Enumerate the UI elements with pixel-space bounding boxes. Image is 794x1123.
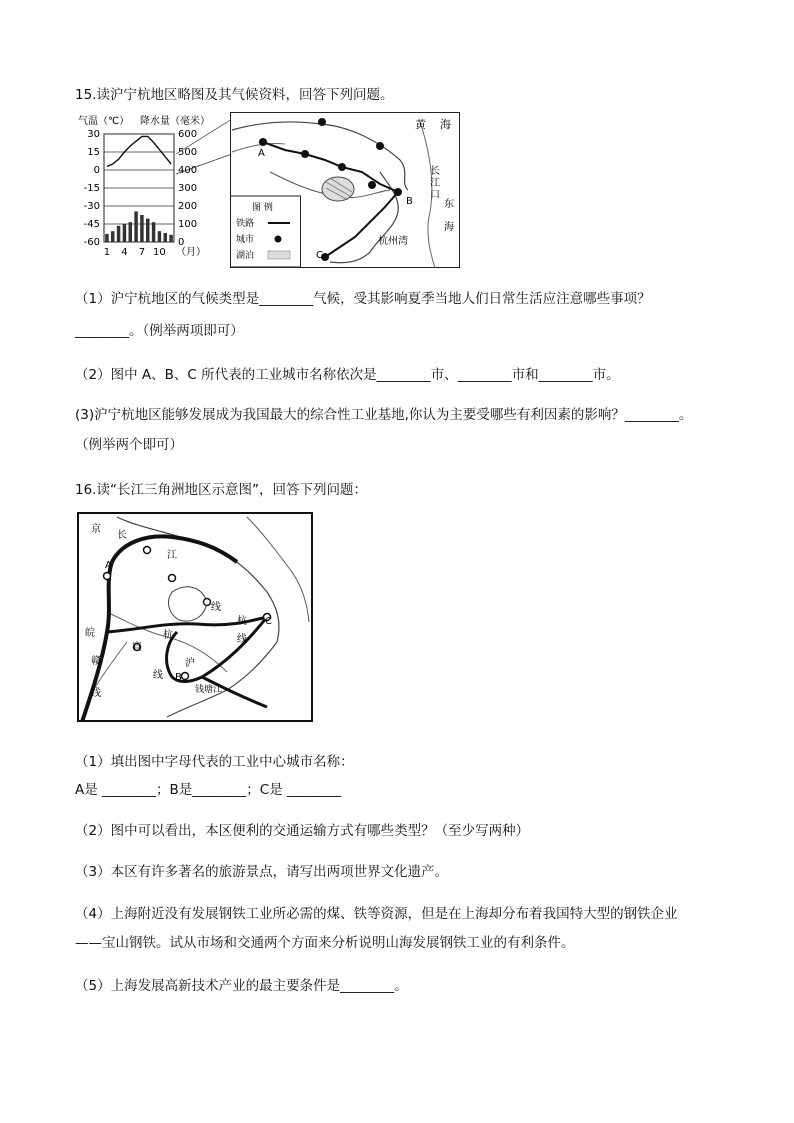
city-a-dot: [259, 138, 267, 146]
svg-text:线: 线: [91, 688, 101, 699]
svg-text:钱塘江: 钱塘江: [195, 685, 223, 695]
precip-tick-label: 0: [178, 237, 185, 248]
svg-text:图 例: 图 例: [252, 203, 273, 213]
city-dot: [318, 118, 326, 126]
temp-tick-label: -45: [83, 219, 100, 230]
city-b-dot: [394, 188, 402, 196]
precip-bar: [146, 219, 150, 242]
precip-bar: [105, 234, 109, 242]
precip-tick-label: 400: [178, 165, 198, 176]
precip-bar: [140, 215, 144, 242]
month-tick-label: 1: [103, 247, 111, 258]
svg-text:海: 海: [444, 222, 454, 233]
q15-part1-note: ________。（例举两项即可）: [75, 323, 244, 339]
temp-line: [107, 136, 171, 166]
q16-part4: （4）上海附近没有发展钢铁工业所必需的煤、铁等资源，但是在上海却分布着我国特大型的钢铁企业: [75, 906, 678, 922]
q16-part1: （1）填出图中字母代表的工业中心城市名称：: [75, 754, 354, 770]
svg-text:长: 长: [117, 530, 127, 541]
precip-bar: [169, 235, 173, 242]
q15-part3: (3)沪宁杭地区能够发展成为我国最大的综合性工业基地,你认为主要受哪些有利因素的影响？________。: [75, 407, 693, 423]
svg-text:长: 长: [430, 166, 440, 177]
temp-tick-label: -60: [83, 237, 100, 248]
precip-tick-label: 300: [178, 183, 198, 194]
q15-part3-note: （例举两个即可）: [75, 437, 183, 453]
temp-tick-label: 30: [87, 129, 100, 140]
map-legend: [231, 196, 301, 267]
city-dot: [301, 150, 309, 158]
city-dot: [376, 142, 384, 150]
svg-text:杭: 杭: [237, 616, 247, 627]
q15-part2: （2）图中 A、B、C 所代表的工业城市名称依次是________市、________市和________市。: [75, 367, 620, 383]
month-tick-label: 10: [153, 247, 166, 258]
q16-part2: （2）图中可以看出，本区便利的交通运输方式有哪些类型？（至少写两种）: [75, 823, 530, 839]
precip-bar: [129, 222, 133, 242]
precip-bar: [111, 231, 115, 242]
svg-text:江: 江: [430, 178, 440, 189]
temp-tick-label: 0: [93, 165, 100, 176]
svg-text:黄: 黄: [415, 118, 426, 131]
climate-chart: [76, 114, 232, 266]
temp-axis-title: 气温（℃）: [78, 116, 130, 127]
precip-bar: [117, 226, 121, 242]
svg-text:海: 海: [440, 118, 451, 131]
svg-text:线: 线: [211, 602, 221, 613]
precip-tick-label: 600: [178, 129, 198, 140]
month-tick-label: 7: [138, 247, 146, 258]
svg-text:杭: 杭: [163, 630, 173, 641]
temp-tick-label: 15: [87, 147, 100, 158]
huning-hang-map: [230, 112, 460, 268]
svg-text:京: 京: [91, 524, 101, 535]
precip-bar: [152, 222, 156, 242]
city-dot: [368, 181, 376, 189]
q16-part4-cont: ——宝山钢铁。试从市场和交通两个方面来分析说明山海发展钢铁工业的有利条件。: [75, 935, 575, 951]
city-dot: [338, 163, 346, 171]
precip-axis-title: 降水量（毫米）: [140, 116, 210, 127]
q16-part1-blanks: A是 ________；B是________；C是 ________: [75, 782, 342, 798]
svg-text:湖泊: 湖泊: [236, 251, 255, 261]
precip-bar: [164, 233, 168, 242]
svg-text:皖: 皖: [85, 628, 95, 639]
svg-text:宣: 宣: [132, 642, 142, 653]
q16-part5: （5）上海发展高新技术产业的最主要条件是________。: [75, 978, 408, 994]
delta-label-a: A: [105, 560, 112, 571]
svg-text:城市: 城市: [236, 235, 255, 245]
yangtze-delta-map: [77, 512, 313, 722]
precip-tick-label: 100: [178, 219, 198, 230]
svg-text:东: 东: [444, 199, 454, 210]
svg-text:沪: 沪: [185, 658, 195, 669]
map-label-bay: 杭州湾: [378, 236, 408, 247]
svg-text:铁路: 铁路: [236, 219, 255, 229]
precip-bar: [123, 224, 127, 242]
q15-part1: （1）沪宁杭地区的气候类型是________气候，受其影响夏季当地人们日常生活应注意哪些事项？: [75, 291, 651, 307]
svg-text:线: 线: [237, 634, 247, 645]
precip-bar: [134, 211, 138, 242]
precip-tick-label: 500: [178, 147, 198, 158]
precip-bar: [158, 231, 162, 242]
svg-text:赣: 赣: [91, 656, 101, 667]
map-label-b: B: [406, 196, 413, 207]
precip-tick-label: 200: [178, 201, 198, 212]
temp-tick-label: -30: [83, 201, 100, 212]
temp-tick-label: -15: [83, 183, 100, 194]
svg-text:口: 口: [430, 190, 440, 201]
q16-title: 16.读“长江三角洲地区示意图”，回答下列问题：: [75, 482, 367, 498]
q15-title: 15.读沪宁杭地区略图及其气候资料，回答下列问题。: [75, 87, 394, 103]
q16-part3: （3）本区有许多著名的旅游景点，请写出两项世界文化遗产。: [75, 864, 449, 880]
month-unit-label: （月）: [176, 247, 206, 258]
month-tick-label: 4: [121, 247, 128, 258]
map-label-c: C: [316, 250, 323, 261]
svg-text:线: 线: [153, 670, 163, 681]
map-label-a: A: [258, 148, 265, 159]
delta-label-b: B: [175, 672, 182, 683]
svg-text:江: 江: [167, 550, 177, 561]
delta-label-c: C: [265, 616, 272, 627]
